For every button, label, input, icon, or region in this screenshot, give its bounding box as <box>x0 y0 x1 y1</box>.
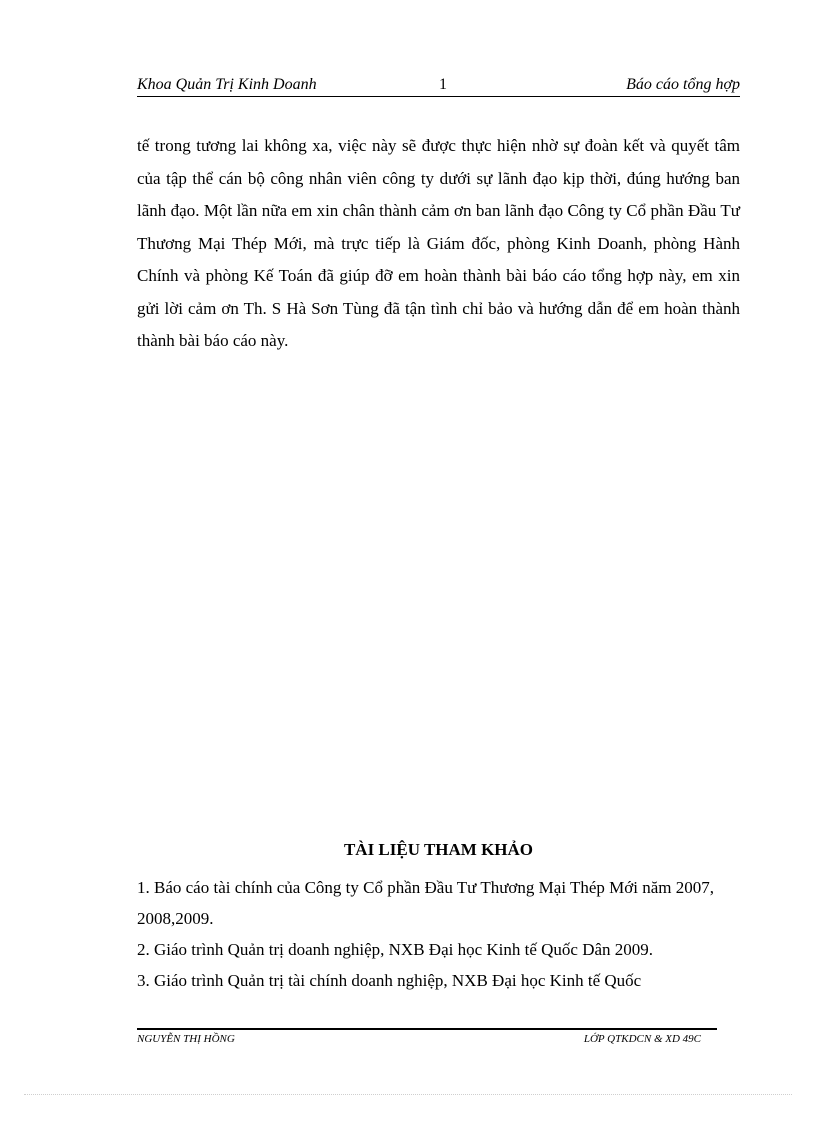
footer-class: LỚP QTKDCN & XD 49C <box>583 1033 701 1045</box>
page-header <box>137 74 740 97</box>
references-list <box>137 872 740 996</box>
header-department: Khoa Quản Trị Kinh Doanh <box>137 76 317 93</box>
page-number: 1 <box>439 76 447 93</box>
reference-item: 2. Giáo trình Quản trị doanh nghiệp, NXB Đại học Kinh tế Quốc Dân 2009. <box>137 940 654 959</box>
footer-author: NGUYỄN THỊ HỒNG <box>137 1033 235 1045</box>
reference-item: 3. Giáo trình Quản trị tài chính doanh nghiệp, NXB Đại học Kinh tế Quốc <box>137 971 642 990</box>
references-title: TÀI LIỆU THAM KHẢO <box>343 840 534 859</box>
page-bottom-edge <box>24 1094 792 1095</box>
header-report-title: Báo cáo tổng hợp <box>626 76 740 93</box>
page-footer <box>137 1028 717 1048</box>
reference-item: 1. Báo cáo tài chính của Công ty Cổ phần Đầu Tư Thương Mại Thép Mới năm 2007, 2008,2009. <box>137 878 715 928</box>
body-paragraph: tế trong tương lai không xa, việc này sẽ được thực hiện nhờ sự đoàn kết và quyết tâm của tập thể cán bộ công nhân viên công ty dưới sự lãnh đạo kịp thời, đúng hướng ban lãnh đạo. Một lần nữa em xin chân thành cảm ơn ban lãnh đạo Công ty Cổ phần Đầu Tư Thương Mại Thép Mới, mà trực tiếp là Giám đốc, phòng Kinh Doanh, phòng Hành Chính và phòng Kế Toán đã giúp đỡ em hoàn thành bài báo cáo tổng hợp này, em xin gửi lời cảm ơn Th. S Hà Sơn Tùng đã tận tình chỉ bảo và hướng dẫn để em hoàn thành thành bài báo cáo này. <box>137 136 740 350</box>
